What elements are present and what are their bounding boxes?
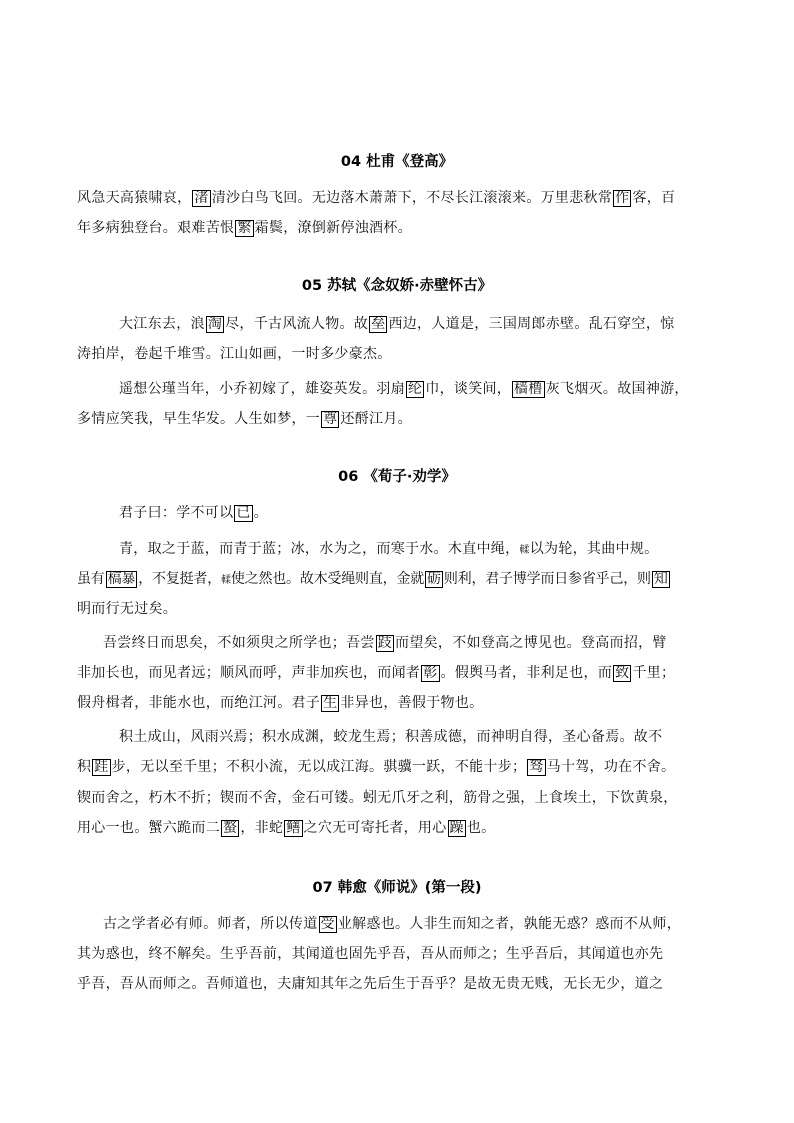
text-run: 非加长也，而见者远；顺风而呼，声非加疾也，而闻者 — [77, 665, 421, 681]
text-run: 假舟楫者，非能水也，而绝江河。君子 — [77, 695, 321, 711]
text-run: 步，无以至千里；不积小流，无以成江海。骐骥一跃，不能十步； — [111, 759, 527, 775]
text-run: 多情应笑我，早生华发。人生如梦，一 — [77, 411, 321, 427]
boxed-character: 跬 — [94, 759, 109, 775]
prose-line — [103, 913, 681, 933]
poem-line — [77, 217, 412, 237]
text-run: 君子曰：学不可以 — [119, 505, 234, 521]
boxed-character: 尊 — [323, 411, 338, 427]
text-run: 尽，千古风流人物。故 — [225, 316, 369, 332]
text-run: 马十驾，功在不舍。 — [546, 759, 676, 775]
small-character: 輮 — [519, 545, 530, 556]
poem-line — [77, 187, 675, 207]
boxed-character: 彰 — [423, 665, 438, 681]
text-run: ，不复挺者， — [138, 571, 222, 587]
boxed-character: 砺 — [427, 571, 441, 587]
boxed-character: 致 — [615, 665, 630, 681]
poem-line — [119, 378, 689, 398]
text-run: 还酹江月。 — [340, 411, 412, 427]
small-character: 輮 — [221, 575, 231, 586]
text-run: 以为轮，其曲中规。 — [529, 541, 659, 557]
text-run: 遥想公瑾当年，小乔初嫁了，雄姿英发。羽扇 — [119, 381, 405, 397]
boxed-character: 槁暴 — [107, 571, 136, 587]
text-run: 虽有 — [77, 571, 105, 587]
prose-line — [77, 817, 495, 837]
boxed-character: 垒 — [371, 316, 386, 332]
prose-line: 锲而舍之，朽木不折；锲而不舍，金石可镂。蚓无爪牙之利，筋骨之强，上食埃土，下饮黄泉， — [77, 790, 678, 806]
text-run: 业解惑也。人非生而知之者，孰能无惑？惑而不从师， — [337, 916, 682, 932]
boxed-character: 躁 — [449, 820, 464, 836]
text-run: 之穴无可寄托者，用心 — [303, 820, 447, 836]
text-run: 用心一也。蟹六跪而二 — [77, 820, 220, 836]
boxed-character: 受 — [320, 916, 335, 932]
prose-line: 乎吾，吾从而师之。吾师道也，夫庸知其年之先后生于吾乎？是故无贵无贱，无长无少，道之 — [77, 976, 664, 992]
text-run: 清沙白鸟飞回。无边落木萧萧下，不尽长江滚滚来。万里悲秋常 — [211, 190, 613, 206]
text-run: 大江东去，浪 — [119, 316, 205, 332]
text-run: 吾尝终日而思矣，不如须臾之所学也；吾尝 — [103, 635, 375, 651]
boxed-character: 生 — [323, 695, 338, 711]
prose-line — [77, 692, 483, 712]
prose-line — [103, 632, 667, 652]
prose-line: 其为惑也，终不解矣。生乎吾前，其闻道也固先乎吾，吾从而师之；生乎吾后，其闻道也亦先 — [77, 946, 664, 962]
section-04-title: 04 杜甫《登高》 — [340, 154, 454, 170]
section-07-title: 07 韩愈《师说》(第一段) — [312, 880, 482, 896]
boxed-character: 知 — [653, 571, 668, 587]
text-run: 巾，谈笑间， — [425, 381, 512, 397]
boxed-character: 已 — [236, 505, 251, 521]
boxed-character: 跂 — [377, 635, 393, 651]
boxed-character: 淘 — [207, 316, 223, 332]
text-run: ，非蛇 — [240, 820, 284, 836]
text-run: 古之学者必有师。师者，所以传道 — [103, 916, 318, 932]
prose-line — [119, 502, 268, 522]
prose-line — [119, 538, 658, 558]
text-run: 西边，人道是，三国周郎赤壁。乱石穿空，惊 — [388, 316, 675, 332]
boxed-character: 樯橹 — [514, 381, 543, 397]
text-run: 千里； — [632, 665, 676, 681]
poem-line — [119, 313, 674, 333]
text-run: 客，百 — [632, 190, 676, 206]
text-run: 年多病独登台。艰难苦恨 — [77, 220, 235, 236]
boxed-character: 作 — [615, 190, 630, 206]
boxed-character: 纶 — [408, 381, 423, 397]
boxed-character: 鳝 — [286, 820, 301, 836]
boxed-character: 渚 — [194, 190, 209, 206]
text-run: 使之然也。故木受绳则直，金就 — [230, 571, 425, 587]
boxed-character: 螯 — [223, 820, 238, 836]
section-05-title: 05 苏轼《念奴娇·赤壁怀古》 — [301, 278, 493, 294]
text-run: 风急天高猿啸哀， — [77, 190, 192, 206]
prose-line: 积土成山，风雨兴焉；积水成渊，蛟龙生焉；积善成德，而神明自得，圣心备焉。故不 — [119, 729, 663, 745]
text-run: 。 — [253, 505, 269, 521]
text-run: 则利，君子博学而日参省乎己，则 — [443, 571, 651, 587]
poem-line: 涛拍岸，卷起千堆雪。江山如画，一时多少豪杰。 — [77, 346, 392, 362]
boxed-character: 驽 — [529, 759, 544, 775]
prose-line — [77, 756, 675, 776]
text-run: 积 — [77, 759, 92, 775]
text-run: 非异也，善假于物也。 — [340, 695, 484, 711]
text-run: 霜鬓，潦倒新停浊酒杯。 — [254, 220, 412, 236]
boxed-character: 繁 — [237, 220, 252, 236]
text-run: 而望矣，不如登高之博见也。登高而招，臂 — [395, 635, 667, 651]
prose-line: 明而行无过矣。 — [77, 601, 178, 617]
text-run: 也。 — [466, 820, 496, 836]
prose-line — [77, 568, 671, 588]
prose-line — [77, 662, 675, 682]
section-06-title: 06 《荀子·劝学》 — [338, 469, 456, 485]
text-run: 。假舆马者，非利足也，而 — [440, 665, 613, 681]
poem-line — [77, 408, 412, 428]
text-run: 青，取之于蓝，而青于蓝；冰，水为之，而寒于水。木直中绳， — [119, 541, 520, 557]
text-run: 灰飞烟灭。故国神游， — [545, 381, 689, 397]
